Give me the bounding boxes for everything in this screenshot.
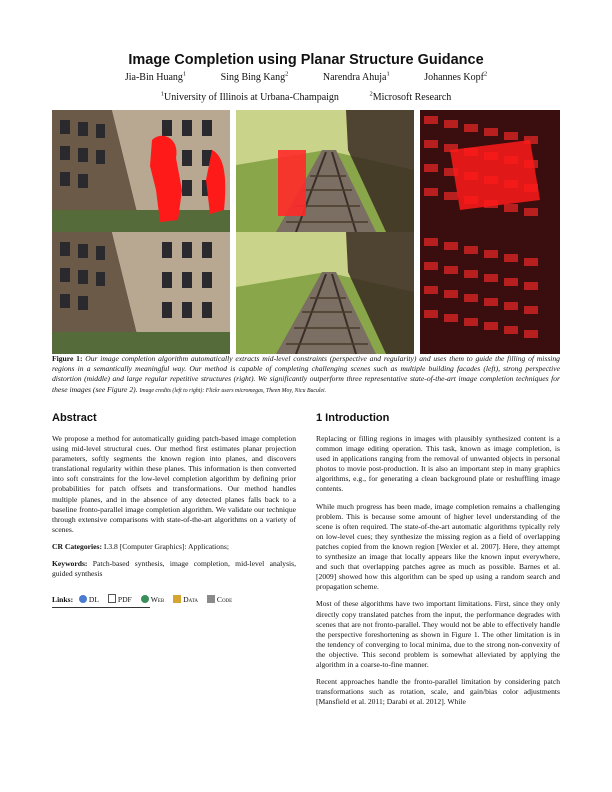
affiliation-list bbox=[0, 92, 612, 103]
input-photo-regular-structure bbox=[420, 110, 560, 232]
cr-categories: CR Categories: I.3.8 [Computer Graphics]: Applications; bbox=[52, 541, 229, 551]
intro-paragraph: Replacing or filling regions in images with plausibly synthesized content is a common image editing operation. This task, known as image completion, is used in applications ranging from the removal of unwanted objects in personal photos to movie post-production. It is also an important step in many graphics algorithms, e.g., for generating a clean background plate or reshuffling image contents. bbox=[316, 434, 560, 494]
intro-paragraph: Most of these algorithms have two important limitations. First, since they only directly copy translated patches from the input, the performance degrades with scenes that are not fronto-parallel. They would not be able to effectively handle the perspective foreshortening as shown in Figure 1. The other limitation is in the tendency of converging to local minima, due to the strong non-convexity of the objective. This second problem is somewhat alleviated by applying the algorithm in a coarse-to-fine manner. bbox=[316, 599, 560, 669]
link-code[interactable]: Code bbox=[207, 595, 232, 604]
web-icon bbox=[141, 595, 149, 603]
abstract-heading: Abstract bbox=[52, 412, 97, 424]
author: Sing Bing Kang$^2$ bbox=[220, 70, 289, 83]
link-data[interactable]: Data bbox=[173, 595, 198, 604]
author: Johannes Kopf$^2$ bbox=[424, 70, 488, 83]
links-label: Links: bbox=[52, 595, 74, 604]
author-list bbox=[0, 72, 612, 83]
affiliation: $^2$Microsoft Research bbox=[369, 90, 452, 103]
affiliation: $^1$University of Illinois at Urbana-Champaign bbox=[160, 90, 339, 103]
result-photo-building-facades bbox=[52, 232, 230, 354]
code-icon bbox=[207, 595, 215, 603]
result-photo-railway-bridge bbox=[236, 232, 414, 354]
intro-paragraph: Recent approaches handle the fronto-parallel limitation by considering patch transformations such as rotation, scale, and gain/bias color adjustments [Mansfield et al. 2011; Darabi et al. 2012]. While bbox=[316, 677, 560, 707]
figure-caption bbox=[52, 354, 560, 396]
data-icon bbox=[173, 595, 181, 603]
input-photo-building-facades bbox=[52, 110, 230, 232]
intro-paragraph: While much progress has been made, image completion remains a challenging problem. This is because some amount of higher level understanding of the scene is often required. The state-of-the-art automatic algorithms typically rely on low-level cues; they synthesize the missing region as a field of overlapping patches copied from the known region [Wexler et al. 2007]. Here, they attempt to synthesize an image that locally appears like the known input everywhere, and such that overlapping patches agree as much as possible. Barnes et al. [2009] showed how this algorithm can be sped up using a random search and propagation scheme. bbox=[316, 501, 560, 592]
keywords: Keywords: Patch-based synthesis, image completion, mid-level analysis, guided synthesis bbox=[52, 559, 296, 579]
result-photo-regular-structure bbox=[420, 232, 560, 354]
link-pdf[interactable]: PDF bbox=[108, 595, 132, 604]
author: Narendra Ahuja$^1$ bbox=[322, 70, 390, 83]
dl-icon bbox=[79, 595, 87, 603]
link-web[interactable]: Web bbox=[141, 595, 165, 604]
figure-label: Figure 1: bbox=[52, 354, 83, 363]
introduction-heading: 1 Introduction bbox=[316, 412, 390, 424]
links-row bbox=[52, 594, 239, 604]
abstract-column bbox=[52, 434, 296, 586]
pdf-icon bbox=[108, 594, 116, 603]
figure-text: Our image completion algorithm automatically extracts mid-level constraints (perspective and regularity) and uses them to guide the filling of missing regions in a semantically meaningful way. Our method is capable of completing challenging scenes such as multiple building facades (left), strong perspective distortion (middle) and large regular repetitive structures (right). We significantly outperform three representative state-of-the-art image completion techniques for these images (see Figure 2). bbox=[52, 354, 560, 394]
input-photo-railway-bridge bbox=[236, 110, 414, 232]
footnote-rule bbox=[52, 607, 150, 608]
introduction-column bbox=[316, 434, 560, 714]
link-dl[interactable]: DL bbox=[79, 595, 99, 604]
paper-title: Image Completion using Planar Structure Guidance bbox=[128, 52, 484, 68]
image-credits: Image credits (left to right): Flickr users micromegas, Theen Moy, Nicu Buculei. bbox=[139, 387, 327, 394]
author: Jia-Bin Huang$^1$ bbox=[124, 70, 187, 83]
abstract-text: We propose a method for automatically guiding patch-based image completion using mid-level structural cues. Our method first estimates planar projection parameters, softly segments the known region into planes, and discovers translational regularity within these planes. This information is then converted into soft constraints for the low-level completion algorithm by defining prior probabilities for patch offsets and transformations. Our method handles multiple planes, and in the absence of any detected planes falls back to a baseline fronto-parallel image completion algorithm. We validate our technique through extensive comparisons with state-of-the-art algorithms on a variety of scenes. bbox=[52, 434, 296, 534]
